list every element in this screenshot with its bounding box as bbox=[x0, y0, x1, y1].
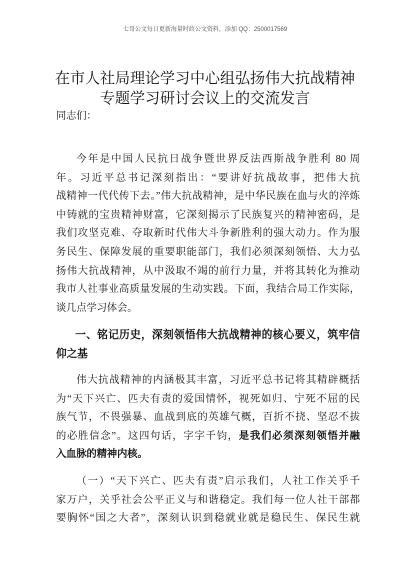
paragraph-line: 我市人社事业高质量发展的生动实践。下面，我结合局工作实际， bbox=[56, 284, 360, 296]
emphasis-text: 入血脉的精神内核。 bbox=[56, 449, 148, 461]
paragraph-line: 要胸怀“国之大者”，深刻认识到稳就业就是稳民生、保民生就 bbox=[56, 513, 360, 525]
paragraph-line: 年。习近平总书记深刻指出：“要讲好抗战故事，把伟大抗 bbox=[56, 172, 360, 184]
section-1-paragraph-2 bbox=[56, 473, 360, 529]
emphasis-text: 是我们必须深刻领悟并融 bbox=[238, 430, 360, 442]
paragraph-line: 今年是中国人民抗日战争暨世界反法西斯战争胜利 80 周 bbox=[76, 154, 360, 165]
paragraph-line bbox=[56, 428, 360, 447]
paragraph-line: 务民生、保障发展的重要职能部门，我们必须深刻领悟、大力弘 bbox=[56, 246, 360, 258]
paragraph-line: 伟大抗战精神的内涵极其丰富，习近平总书记将其精辟概括 bbox=[76, 375, 360, 386]
paragraph-line: 为“天下兴亡、匹夫有责的爱国情怀，视死如归、宁死不屈的民 bbox=[56, 393, 360, 405]
paragraph-line: 我们攻坚克难、夺取新时代伟大斗争新胜利的强大动力。作为服 bbox=[56, 228, 360, 240]
paragraph-text: 的必胜信念”。这四句话，字字千钧， bbox=[56, 430, 239, 442]
title-line-1: 在市人社局理论学习中心组弘扬伟大抗战精神 bbox=[54, 71, 355, 87]
paragraph-line: 谈几点学习体会。 bbox=[56, 302, 138, 314]
greeting: 同志们： bbox=[56, 111, 97, 122]
paragraph-line: 战精神一代代传下去。”伟大抗战精神，是中华民族在血与火的淬炼 bbox=[56, 191, 360, 203]
document-title bbox=[0, 69, 410, 109]
section-1-heading bbox=[56, 327, 360, 364]
heading-line: 仰之基 bbox=[56, 348, 88, 360]
paragraph-line: （一）“天下兴亡、匹夫有责”启示我们，人社工作关乎千 bbox=[76, 476, 360, 487]
title-line-2: 专题学习研讨会议上的交流发言 bbox=[99, 91, 310, 107]
paragraph-line: 中铸就的宝贵精神财富，它深刻揭示了民族复兴的精神密码，是 bbox=[56, 209, 360, 221]
intro-paragraph bbox=[56, 151, 360, 318]
section-1-paragraph-1 bbox=[56, 372, 360, 465]
header-note: 七哥公文每日更新海量时政公文资料，添加 QQ：2500017569 bbox=[122, 27, 288, 33]
paragraph-line bbox=[56, 446, 360, 465]
paragraph-line: 家万户，关乎社会公平正义与和谐稳定。我们每一位人社干部都 bbox=[56, 494, 360, 506]
paragraph-line: 族气节，不畏强暴、血战到底的英雄气概，百折不挠、坚忍不拔 bbox=[56, 412, 360, 424]
paragraph-line: 扬伟大抗战精神，从中汲取不竭的前行力量，并将其转化为推动 bbox=[56, 265, 360, 277]
heading-line: 一、铭记历史，深刻领悟伟大抗战精神的核心要义，筑牢信 bbox=[75, 330, 360, 341]
greeting-block bbox=[56, 108, 360, 127]
